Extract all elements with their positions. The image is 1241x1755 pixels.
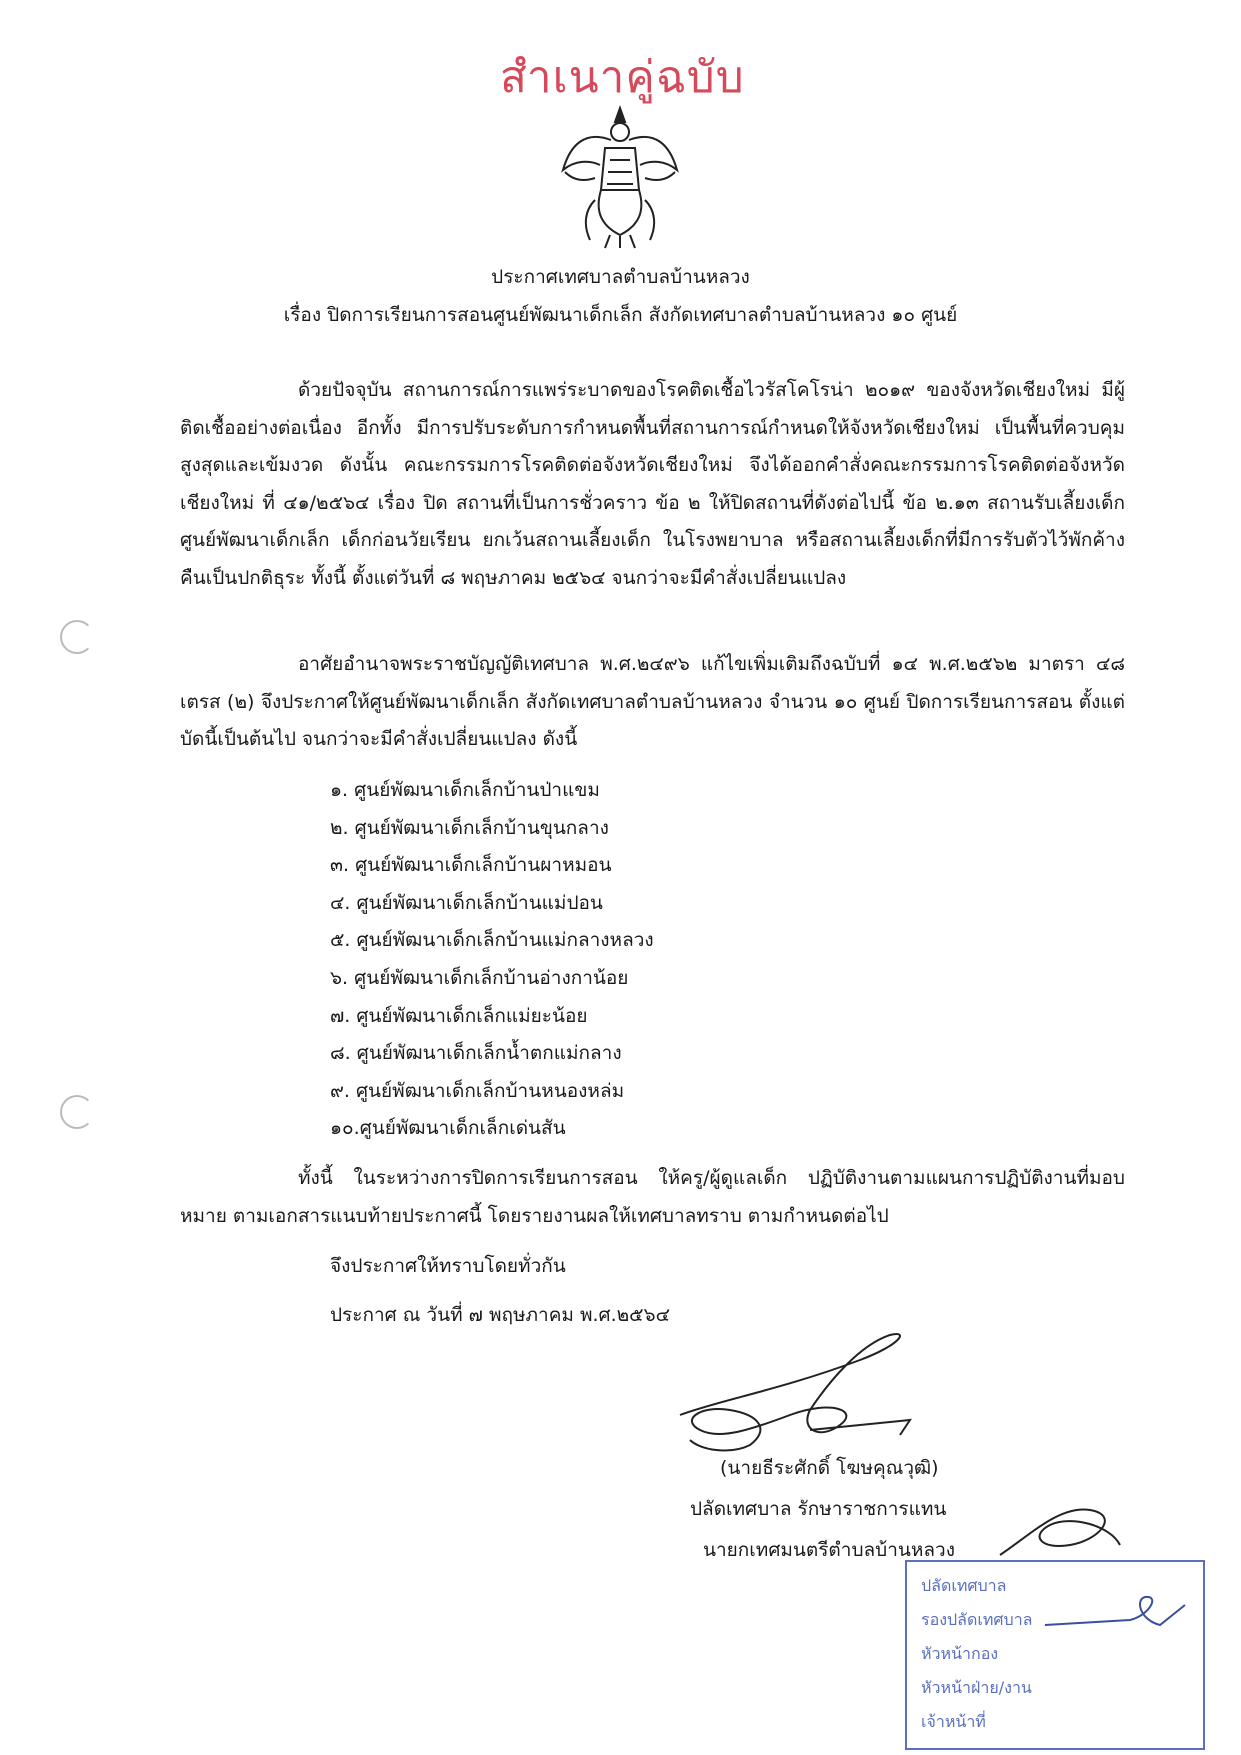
paragraph-authority: อาศัยอำนาจพระราชบัญญัติเทศบาล พ.ศ.๒๔๙๖ แก้ไขเพิ่มเติมถึงฉบับที่ ๑๔ พ.ศ.๒๕๖๒ มาตรา ๔๘ เตรส (๒) จึงประกาศให้ศูนย์พัฒนาเด็กเล็ก สังกัดเทศบาลตำบลบ้านหลวง จำนวน ๑๐ ศูนย์ ปิดการเรียนการสอน ตั้งแต่บัดนี้เป็นต้นไป จนกว่าจะมีคำสั่งเปลี่ยนแปลง ดังนี้ (180, 653, 1125, 750)
routing-row: เจ้าหน้าที่ (921, 1712, 986, 1731)
punch-hole (60, 1095, 94, 1129)
announcement-line: จึงประกาศให้ทราบโดยทั่วกัน (330, 1255, 566, 1277)
routing-row: หัวหน้ากอง (921, 1644, 999, 1663)
routing-signature (1040, 1585, 1190, 1645)
list-item: ๗. ศูนย์พัฒนาเด็กเล็กแม่ยะน้อย (330, 1004, 588, 1027)
routing-row: รองปลัดเทศบาล (921, 1610, 1033, 1629)
signatory-position-2: นายกเทศมนตรีตำบลบ้านหลวง (703, 1539, 955, 1561)
garuda-emblem (555, 100, 685, 250)
paragraph-background: ด้วยปัจจุบัน สถานการณ์การแพร่ระบาดของโรคติดเชื้อไวรัสโคโรน่า ๒๐๑๙ ของจังหวัดเชียงใหม่ มีผู้ติดเชื้ออย่างต่อเนื่อง อีกทั้ง มีการปรับระดับการกำหนดพื้นที่สถานการณ์กำหนดให้จังหวัดเชียงใหม่ เป็นพื้นที่ควบคุมสูงสุดและเข้มงวด ดังนั้น คณะกรรมการโรคติดต่อจังหวัดเชียงใหม่ จึงได้ออกคำสั่งคณะกรรมการโรคติดต่อจังหวัดเชียงใหม่ ที่ ๔๑/๒๕๖๔ เรื่อง ปิด สถานที่เป็นการชั่วคราว ข้อ ๒ ให้ปิดสถานที่ดังต่อไปนี้ ข้อ ๒.๑๓ สถานรับเลี้ยงเด็ก ศูนย์พัฒนาเด็กเล็ก เด็กก่อนวัยเรียน ยกเว้นสถานเลี้ยงเด็ก ในโรงพยาบาล หรือสถานเลี้ยงเด็กที่มีการรับตัวไว้พักค้างคืนเป็นปกติธุระ ทั้งนี้ ตั้งแต่วันที่ ๘ พฤษภาคม ๒๕๖๔ จนกว่าจะมีคำสั่งเปลี่ยนแปลง (180, 379, 1125, 589)
list-item: ๑๐.ศูนย์พัฒนาเด็กเล็กเด่นสัน (330, 1117, 566, 1140)
routing-row: หัวหน้าฝ่าย/งาน (921, 1678, 1032, 1697)
list-item: ๑. ศูนย์พัฒนาเด็กเล็กบ้านป่าแขม (330, 779, 600, 801)
punch-hole (60, 620, 94, 654)
certified-copy-stamp: สำเนาคู่ฉบับ (500, 52, 745, 103)
list-item: ๕. ศูนย์พัฒนาเด็กเล็กบ้านแม่กลางหลวง (330, 929, 654, 952)
list-item: ๓. ศูนย์พัฒนาเด็กเล็กบ้านผาหมอน (330, 854, 612, 877)
center-list (330, 772, 654, 1148)
signatory-name: (นายธีระศักดิ์ โฆษคุณวุฒิ) (720, 1457, 939, 1479)
document-subject: เรื่อง ปิดการเรียนการสอนศูนย์พัฒนาเด็กเล็ก สังกัดเทศบาลตำบลบ้านหลวง ๑๐ ศูนย์ (283, 304, 958, 326)
document-title: ประกาศเทศบาลตำบลบ้านหลวง (491, 266, 750, 288)
date-line: ประกาศ ณ วันที่ ๗ พฤษภาคม พ.ศ.๒๕๖๔ (330, 1304, 670, 1326)
signatory-position-1: ปลัดเทศบาล รักษาราชการแทน (690, 1498, 947, 1520)
list-item: ๒. ศูนย์พัฒนาเด็กเล็กบ้านขุนกลาง (330, 816, 609, 839)
list-item: ๙. ศูนย์พัฒนาเด็กเล็กบ้านหนองหล่ม (330, 1079, 625, 1102)
signature-scribble (660, 1320, 940, 1460)
list-item: ๘. ศูนย์พัฒนาเด็กเล็กน้ำตกแม่กลาง (330, 1042, 622, 1065)
list-item: ๖. ศูนย์พัฒนาเด็กเล็กบ้านอ่างกาน้อย (330, 966, 629, 989)
list-item: ๔. ศูนย์พัฒนาเด็กเล็กบ้านแม่ปอน (330, 891, 603, 914)
paragraph-instructions: ทั้งนี้ ในระหว่างการปิดการเรียนการสอน ให้ครู/ผู้ดูแลเด็ก ปฏิบัติงานตามแผนการปฏิบัติงานที่มอบหมาย ตามเอกสารแนบท้ายประกาศนี้ โดยรายงานผลให้เทศบาลทราบ ตามกำหนดต่อไป (180, 1167, 1125, 1227)
routing-row: ปลัดเทศบาล (921, 1576, 1007, 1595)
